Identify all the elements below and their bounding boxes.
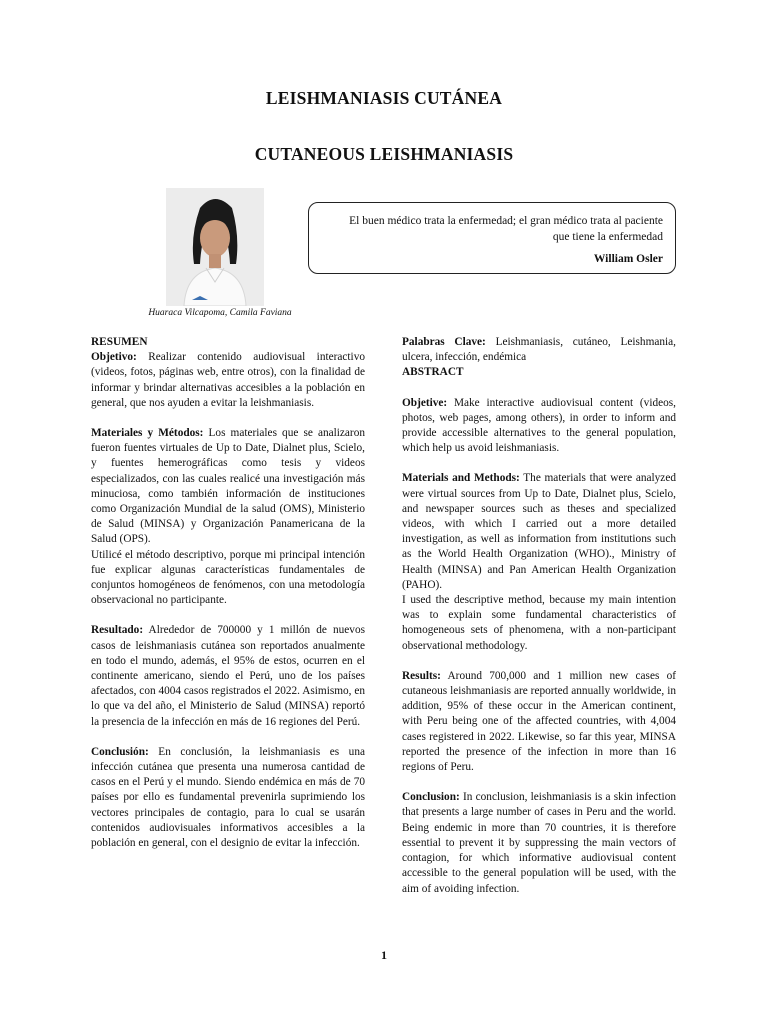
resultado-text: Alrededor de 700000 y 1 millón de nuevos casos de leishmaniasis cutánea son reportados anualmente en todo el mundo, además, el 95% de estos, ocurren en el continente americano, siendo el Perú, uno de los países afectados, con 4004 casos registrados el 2022. Asimismo, en lo que va del año, el Ministerio de Salud (MINSA) reportó la presencia de la infección en más de 16 regiones del Perú.: [91, 624, 365, 728]
epigraph-text: El buen médico trata la enfermedad; el gran médico trata al paciente que tiene la enfermedad: [349, 215, 663, 243]
abstract-column: [402, 335, 676, 897]
abstract-objective: [402, 396, 676, 457]
conclusion-text-en: In conclusion, leishmaniasis is a skin infection that presents a large number of cases in Peru and the world. Being endemic in more than 70 countries, it is therefore essential to prevent it by suppressing the main vectors of contagion, for which informative audiovisual content accessible to the general population will be used, with the aim of avoiding infection.: [402, 791, 676, 895]
objective-text: Make interactive audiovisual content (videos, photos, web pages, among others), in order to inform and provide accessible alternatives to the general population, which help us avoid leishmaniasis.: [402, 396, 676, 455]
results-label: Results:: [402, 669, 441, 682]
conclusion-label-es: Conclusión:: [91, 745, 149, 758]
epigraph-box: [308, 202, 676, 274]
keywords: [402, 335, 676, 365]
resumen-heading: RESUMEN: [91, 336, 148, 348]
abstract-results: [402, 669, 676, 775]
author-photo: [166, 188, 264, 306]
resumen-conclusion: [91, 745, 365, 851]
results-text: Around 700,000 and 1 million new cases of cutaneous leishmaniasis are reported annually worldwide, in addition, 95% of these occur in the American continent, with Peru being one of the affected countries, with 4,004 cases registered in 2022. Likewise, so far this year, MINSA reported the presence of the infection in more than 16 regions of Peru.: [402, 669, 676, 774]
materiales-text: Los materiales que se analizaron fueron fuentes virtuales de Up to Date, Dialnet plus, Scielo, y fuentes hemerográficas como tesis y videos especializados, con las cuales realicé una investigación más minuciosa, como también información de instituciones como Organización Mundial de la salud (OMS), Ministerio de Salud (MINSA) y Organización Panamericana de la Salud (OPS).: [91, 427, 365, 546]
resumen-objetivo: [91, 350, 365, 411]
objetivo-text: Realizar contenido audiovisual interactivo (videos, fotos, páginas web, entre otros), con la finalidad de informar y brindar alternativas accesibles a la población en general, que nos ayuden a evitar la leishmaniasis.: [91, 351, 365, 409]
title-spanish: LEISHMANIASIS CUTÁNEA: [265, 88, 503, 108]
materials-label: Materials and Methods:: [402, 472, 520, 485]
conclusion-text-es: En conclusión, la leishmaniasis es una infección cutánea que presenta una numerosa cantidad de casos en el Perú y el mundo. Siendo endémica en más de 70 países por ello es fundamental prevenirla suprimiendo los vectores principales de contagio, para lo cual se usarán contenidos audiovisuales informativos accesibles a la población en general, con el designio de evitar la infección.: [91, 745, 365, 850]
resumen-resultado: [91, 623, 365, 729]
title-english: CUTANEOUS LEISHMANIASIS: [254, 144, 514, 164]
abstract-materials: [402, 471, 676, 593]
resumen-metodo: Utilicé el método descriptivo, porque mi principal intención fue explicar algunas características fundamentales de conjuntos homogéneos de fenómenos, con una metodología observacional no participante.: [91, 548, 365, 607]
objective-label: Objetive:: [402, 396, 448, 409]
resultado-label: Resultado:: [91, 624, 144, 637]
author-caption: Huaraca Vilcapoma, Camila Faviana: [148, 308, 292, 318]
page-number: 1: [381, 948, 387, 962]
keywords-text: Leishmaniasis, cutáneo, Leishmania, ulcera, infección, endémica: [402, 336, 677, 364]
materiales-label: Materiales y Métodos:: [91, 427, 204, 440]
abstract-conclusion: [402, 790, 676, 896]
materials-text: The materials that were analyzed were virtual sources from Up to Date, Dialnet plus, Scielo, and newspaper sources such as theses and specialized videos, with which I carried out a more detailed investigation, as well as information from institutions such as the World Health Organization (WHO)., Ministry of Health (MINSA) and Pan American Health Organization (PAHO).: [402, 472, 676, 591]
keywords-label: Palabras Clave:: [402, 336, 486, 348]
epigraph-author: William Osler: [593, 253, 663, 265]
abstract-heading: ABSTRACT: [402, 366, 464, 379]
conclusion-label-en: Conclusion:: [402, 791, 460, 804]
objetivo-label: Objetivo:: [91, 351, 137, 364]
resumen-column: [91, 335, 365, 851]
abstract-method: I used the descriptive method, because my main intention was to explain some fundamental characteristics of homogeneous sets of phenomena, with a non-participant observational methodology.: [402, 594, 676, 652]
resumen-materiales: [91, 426, 365, 548]
